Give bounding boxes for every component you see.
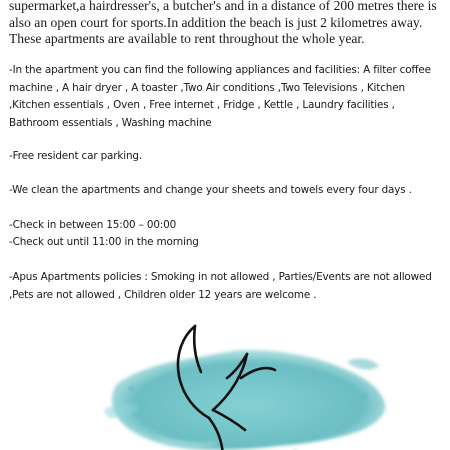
checkout-line: -Check out until 11:00 in the morning bbox=[9, 236, 199, 248]
parking-paragraph: -Free resident car parking. bbox=[9, 150, 143, 162]
appliances-paragraph: -In the apartment you can find the following appliances and facilities: A filter coffee machine , A hair dryer , A toaster ,Two Air conditions ,Two Televisions , Kitchen ,Kitchen essentials , Oven , Free internet , Fridge , Kettle , Laundry facilities , Bathroom essentials , Washing machine bbox=[9, 64, 431, 129]
policies-paragraph: -Apus Apartments policies : Smoking in not allowed , Parties/Events are not allowed ,Pets are not allowed , Children older 12 years are welcome . bbox=[9, 271, 432, 301]
cleaning-paragraph: -We clean the apartments and change your sheets and towels every four days . bbox=[9, 184, 412, 196]
bird-logo-svg bbox=[95, 318, 395, 450]
bird-logo-icon bbox=[95, 318, 395, 450]
intro-paragraph: supermarket,a hairdresser's, a butcher's and in a distance of 200 metres there is also an open court for sports.In addition the beach is just 2 kilometres away. These apartments are available to rent throughout the whole year. bbox=[9, 0, 437, 46]
checkin-line: -Check in between 15:00 – 00:00 bbox=[9, 219, 177, 231]
